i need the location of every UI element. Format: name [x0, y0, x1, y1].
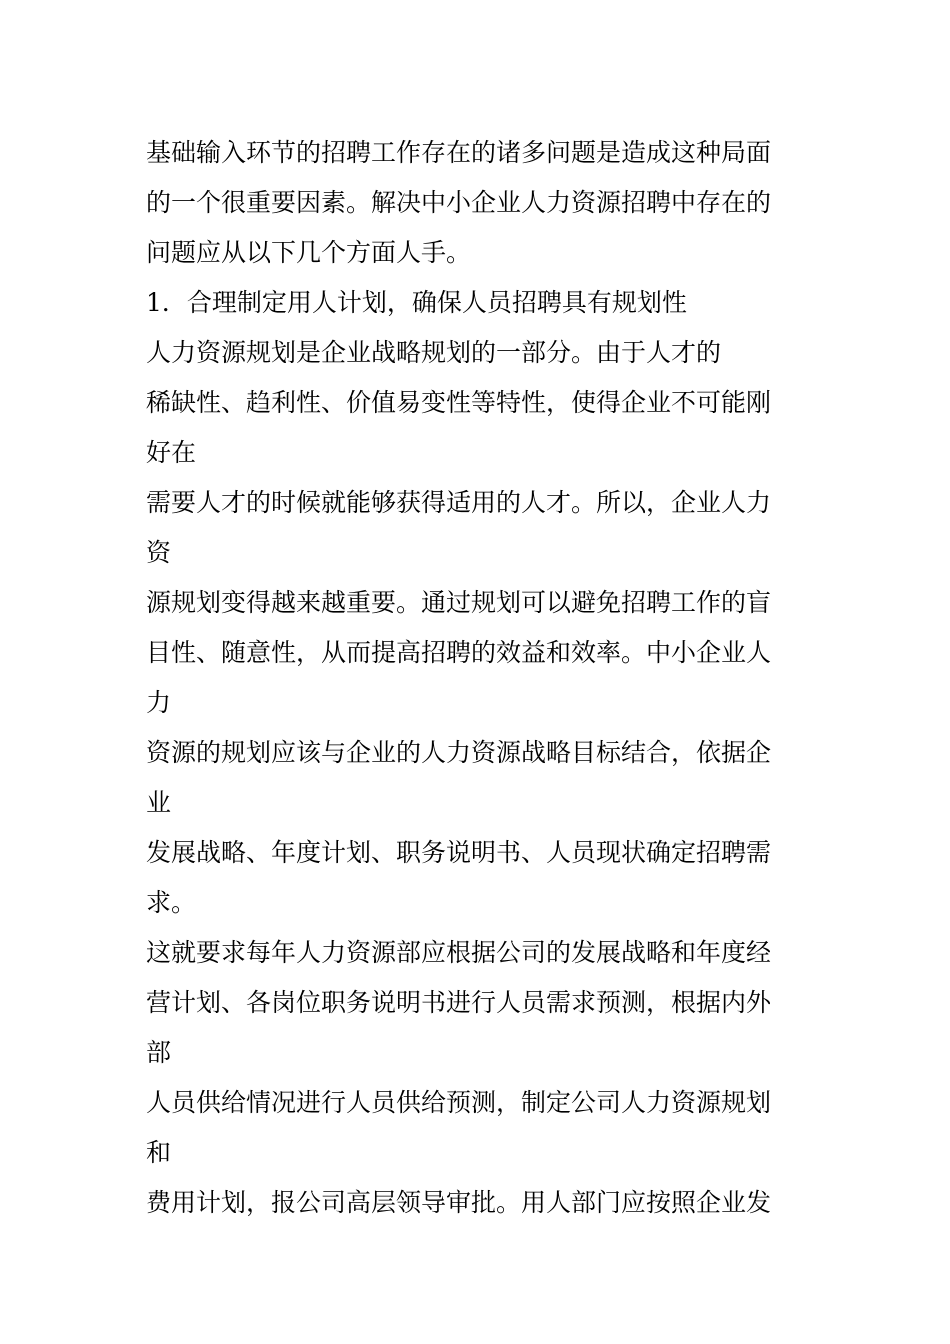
text-line: 目性、随意性，从而提高招聘的效益和效率。中小企业人	[146, 638, 772, 667]
text-line: 费用计划，报公司高层领导审批。用人部门应按照企业发	[146, 1188, 772, 1217]
text-line: 营计划、各岗位职务说明书进行人员需求预测，根据内外	[146, 988, 772, 1017]
text-line: 发展战略、年度计划、职务说明书、人员现状确定招聘需	[146, 838, 772, 867]
text-line: 基础输入环节的招聘工作存在的诸多问题是造成这种局面	[146, 138, 772, 167]
text-line: 人力资源规划是企业战略规划的一部分。由于人才的	[146, 338, 722, 367]
text-line: 业	[146, 788, 172, 817]
text-line: 稀缺性、趋利性、价值易变性等特性，使得企业不可能刚	[146, 388, 772, 417]
text-line: 的一个很重要因素。解决中小企业人力资源招聘中存在的	[146, 188, 772, 217]
text-line: 求。	[146, 888, 197, 917]
text-line: 力	[146, 688, 172, 717]
text-line: 源规划变得越来越重要。通过规划可以避免招聘工作的盲	[146, 588, 772, 617]
document-page	[146, 128, 806, 1228]
text-line: 资	[146, 538, 172, 567]
section-heading: 1．合理制定用人计划，确保人员招聘具有规划性	[146, 288, 687, 317]
text-line: 和	[146, 1138, 172, 1167]
text-line: 问题应从以下几个方面人手。	[146, 238, 472, 267]
text-line: 人员供给情况进行人员供给预测，制定公司人力资源规划	[146, 1088, 772, 1117]
text-line: 这就要求每年人力资源部应根据公司的发展战略和年度经	[146, 938, 772, 967]
text-line: 好在	[146, 438, 197, 467]
text-line: 需要人才的时候就能够获得适用的人才。所以，企业人力	[146, 488, 772, 517]
text-line: 部	[146, 1038, 172, 1067]
text-line: 资源的规划应该与企业的人力资源战略目标结合，依据企	[146, 738, 772, 767]
